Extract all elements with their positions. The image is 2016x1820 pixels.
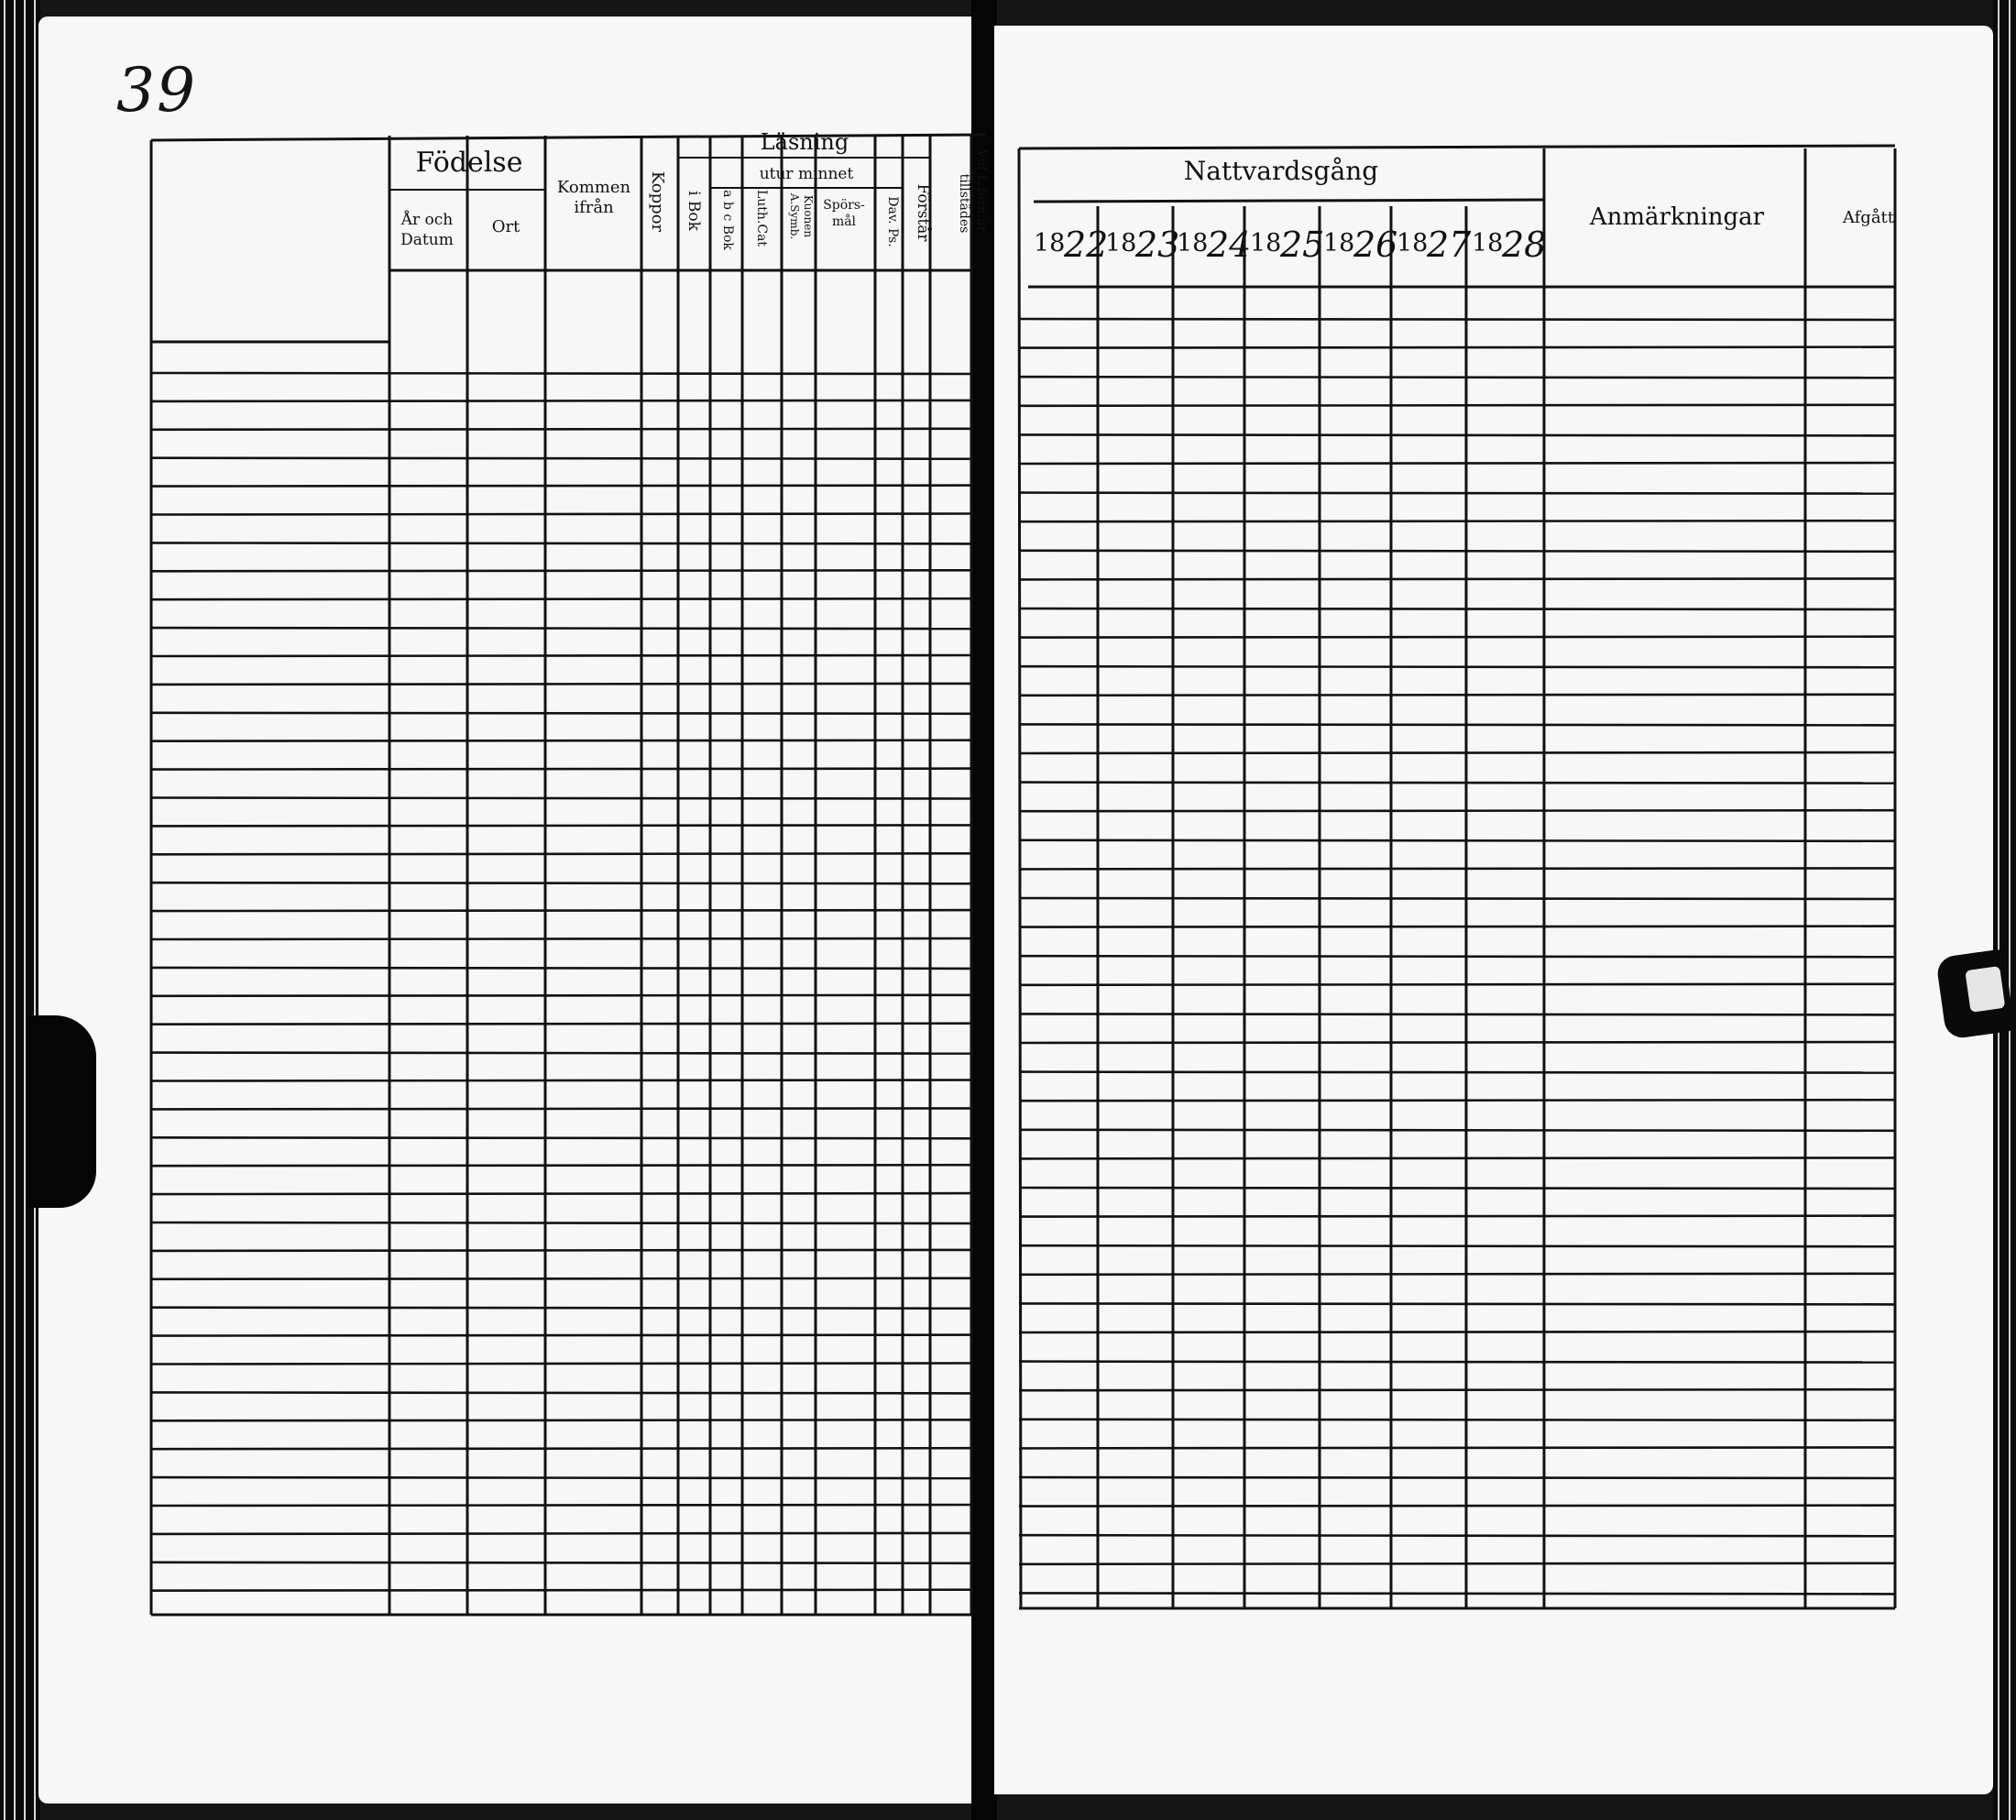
left-row-line bbox=[151, 1392, 971, 1393]
left-row-line bbox=[151, 1505, 971, 1506]
header-datum: Datum bbox=[400, 231, 454, 249]
year-labels bbox=[1034, 225, 1546, 265]
left-row-line bbox=[151, 655, 971, 656]
header-nattvardsgang: Nattvardsgång bbox=[1183, 156, 1379, 186]
year-handwritten-digits: 26 bbox=[1353, 225, 1398, 265]
right-row-line bbox=[1019, 666, 1895, 667]
right-table-grid bbox=[1019, 146, 1895, 1608]
left-top-border bbox=[151, 135, 985, 140]
right-row-line bbox=[1019, 898, 1895, 899]
left-row-line bbox=[151, 514, 971, 515]
header-a-symb: A.Symb. bbox=[788, 192, 801, 240]
right-row-line bbox=[1019, 1100, 1895, 1101]
left-row-line bbox=[151, 825, 971, 826]
header-ort: Ort bbox=[491, 217, 520, 236]
right-row-line bbox=[1019, 1245, 1895, 1246]
left-row-line bbox=[151, 1364, 971, 1365]
left-row-line bbox=[151, 1308, 971, 1309]
left-row-line bbox=[151, 1053, 971, 1054]
right-row-line bbox=[1019, 1362, 1895, 1363]
right-row-line bbox=[1019, 1389, 1895, 1390]
right-row-line bbox=[1019, 1188, 1895, 1189]
right-row-line bbox=[1019, 695, 1895, 696]
right-row-line bbox=[1019, 405, 1895, 406]
left-row-line bbox=[151, 938, 971, 939]
year-handwritten-digits: 25 bbox=[1280, 225, 1325, 265]
left-row-line bbox=[151, 628, 971, 629]
left-row-line bbox=[151, 1108, 971, 1109]
right-row-line bbox=[1019, 1563, 1895, 1564]
header-lasning: Läsning bbox=[760, 129, 849, 155]
header-i-bok: i Bok bbox=[685, 191, 703, 231]
header-forstar: Förstår bbox=[914, 183, 932, 242]
year-printed-prefix: 18 bbox=[1472, 229, 1504, 258]
year-handwritten-digits: 28 bbox=[1502, 225, 1547, 265]
header-vid-l-1: Vid L.förh.är bbox=[974, 148, 989, 233]
left-row-line bbox=[151, 769, 971, 770]
right-row-line bbox=[1019, 783, 1895, 784]
header-sporsmal-1: Spörs- bbox=[823, 198, 865, 213]
header-ar-och: År och bbox=[400, 211, 454, 229]
left-row-line bbox=[151, 1278, 971, 1279]
header-abc-bok: a b c Bok bbox=[720, 190, 735, 250]
year-printed-prefix: 18 bbox=[1397, 229, 1429, 258]
header-kuonen: Kuonen bbox=[802, 194, 815, 238]
left-row-line bbox=[151, 1533, 971, 1534]
right-row-line bbox=[1019, 956, 1895, 957]
right-row-line bbox=[1019, 926, 1895, 927]
header-sporsmal-2: mål bbox=[831, 214, 857, 229]
header-afgatt: Afgått bbox=[1842, 208, 1895, 227]
right-row-line bbox=[1019, 810, 1895, 811]
year-printed-prefix: 18 bbox=[1323, 229, 1355, 258]
header-kommen: Kommen bbox=[556, 178, 631, 197]
right-nattvard-rule bbox=[1034, 200, 1544, 202]
left-row-line bbox=[151, 713, 971, 714]
right-row-line bbox=[1019, 608, 1895, 609]
left-row-line bbox=[151, 798, 971, 799]
right-top-border bbox=[1019, 146, 1895, 148]
right-row-line bbox=[1019, 319, 1895, 320]
left-row-line bbox=[151, 486, 971, 487]
left-row-line bbox=[151, 910, 971, 911]
left-row-line bbox=[151, 684, 971, 685]
right-row-line bbox=[1019, 724, 1895, 725]
left-row-line bbox=[151, 1562, 971, 1563]
right-row-line bbox=[1019, 377, 1895, 378]
left-row-line bbox=[151, 1080, 971, 1081]
right-row-line bbox=[1019, 1506, 1895, 1507]
right-row-line bbox=[1019, 1593, 1895, 1594]
left-row-line bbox=[151, 1250, 971, 1251]
right-row-line bbox=[1019, 493, 1895, 494]
left-row-line bbox=[151, 1024, 971, 1025]
year-printed-prefix: 18 bbox=[1250, 229, 1282, 258]
year-handwritten-digits: 27 bbox=[1427, 225, 1472, 265]
right-row-line bbox=[1019, 463, 1895, 464]
right-row-line bbox=[1019, 1274, 1895, 1275]
year-handwritten-digits: 24 bbox=[1207, 225, 1252, 265]
right-row-line bbox=[1019, 551, 1895, 552]
right-row-line bbox=[1019, 752, 1895, 753]
left-row-line bbox=[151, 1335, 971, 1336]
header-ifran: ifrån bbox=[574, 198, 614, 217]
right-row-line bbox=[1019, 1157, 1895, 1158]
year-handwritten-digits: 22 bbox=[1064, 225, 1109, 265]
left-row-line bbox=[151, 740, 971, 741]
left-row-line bbox=[151, 400, 971, 401]
left-row-line bbox=[151, 1165, 971, 1166]
left-row-line bbox=[151, 1193, 971, 1194]
header-luth-cat: Luth.Cat bbox=[754, 189, 769, 247]
right-row-line bbox=[1019, 1216, 1895, 1217]
left-row-line bbox=[151, 1477, 971, 1478]
left-row-line bbox=[151, 853, 971, 854]
header-dav-ps: Dav. Ps. bbox=[885, 196, 900, 247]
right-row-line bbox=[1019, 434, 1895, 435]
header-utur-minnet: utur minnet bbox=[759, 165, 854, 183]
left-row-line bbox=[151, 429, 971, 430]
right-row-line bbox=[1019, 1303, 1895, 1304]
left-row-line bbox=[151, 995, 971, 996]
page-number: 39 bbox=[116, 55, 197, 126]
right-row-line bbox=[1019, 347, 1895, 348]
right-row-line bbox=[1019, 1072, 1895, 1073]
left-row-line bbox=[151, 1448, 971, 1449]
left-row-line bbox=[151, 1590, 971, 1591]
left-row-line bbox=[151, 1137, 971, 1138]
left-row-line bbox=[151, 570, 971, 571]
header-fodelse: Födelse bbox=[415, 147, 523, 179]
right-row-line bbox=[1019, 1042, 1895, 1043]
right-row-line bbox=[1019, 1535, 1895, 1536]
right-row-line bbox=[1019, 1447, 1895, 1448]
right-row-line bbox=[1019, 637, 1895, 638]
right-row-line bbox=[1019, 868, 1895, 869]
right-row-line bbox=[1019, 1477, 1895, 1478]
right-row-line bbox=[1019, 578, 1895, 579]
left-row-line bbox=[151, 598, 971, 599]
left-row-line bbox=[151, 968, 971, 969]
left-row-line bbox=[151, 458, 971, 459]
year-printed-prefix: 18 bbox=[1034, 229, 1066, 258]
header-koppor: Koppor bbox=[648, 170, 667, 233]
year-printed-prefix: 18 bbox=[1105, 229, 1137, 258]
right-row-line bbox=[1019, 1130, 1895, 1131]
header-anmarkningar: Anmärkningar bbox=[1589, 203, 1765, 231]
left-row-line bbox=[151, 1222, 971, 1223]
header-vid-l-2: tillstädes bbox=[957, 173, 971, 234]
left-row-line bbox=[151, 373, 971, 374]
year-printed-prefix: 18 bbox=[1177, 229, 1209, 258]
right-row-line bbox=[1019, 840, 1895, 841]
right-row-line bbox=[1019, 984, 1895, 985]
year-handwritten-digits: 23 bbox=[1135, 225, 1180, 265]
left-table-grid bbox=[151, 135, 985, 1615]
